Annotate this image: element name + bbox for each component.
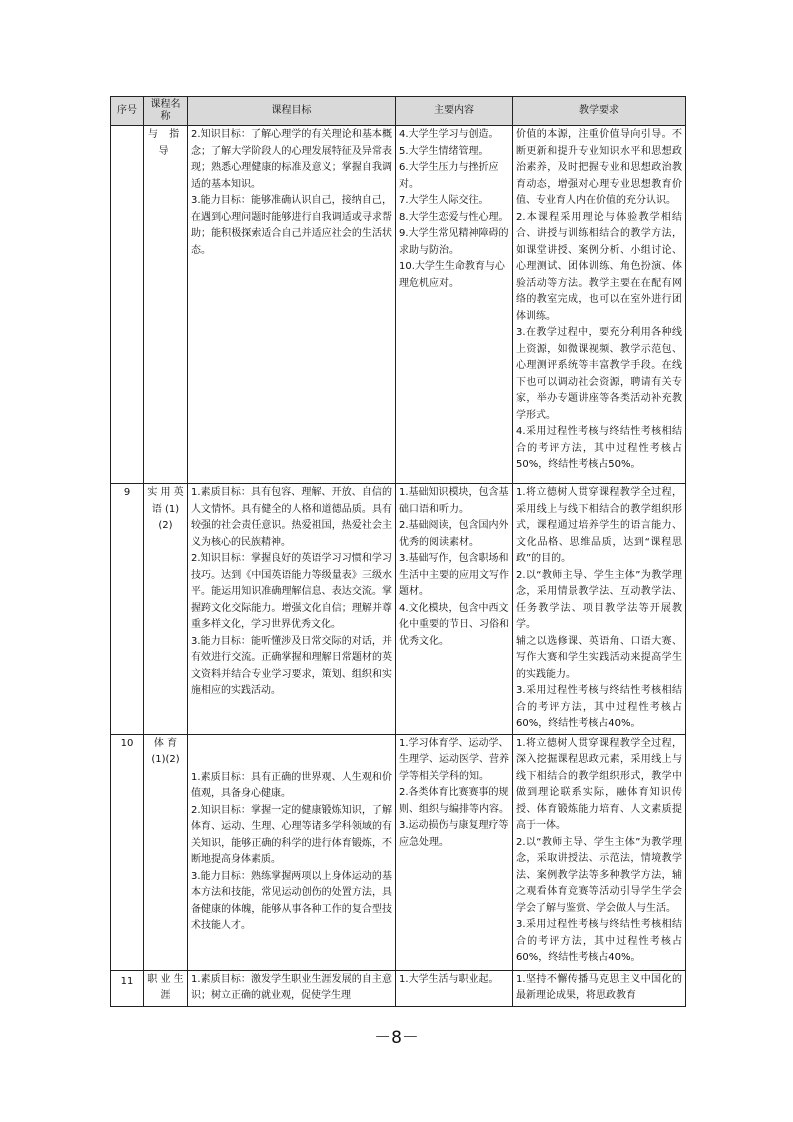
- requirement-item: 1.坚持不懈传播马克思主义中国化的最新理论成果，将思政教育: [516, 973, 682, 1001]
- content-item: 2.各类体育比赛赛事的规则、组织与编排等内容。: [399, 787, 509, 815]
- row-course-name: [144, 126, 188, 484]
- content-item: 8.大学生恋爱与性心理。: [399, 211, 509, 223]
- content-item: 2.基础阅读，包含国内外优秀的阅读素材。: [399, 520, 509, 548]
- requirement-item: 3.采用过程性考核与终结性考核相结合的考评方法，其中过程性考核占60%，终结性考核占40%。: [516, 919, 682, 963]
- content-item: 1.基础知识模块，包含基础口语和听力。: [399, 487, 509, 515]
- row-course-name: [144, 484, 188, 735]
- requirement-item: 辅之以选修课、英语角、口语大赛、写作大赛和学生实践活动来提高学生的实践能力。: [516, 635, 682, 680]
- table-header-row: [111, 97, 686, 126]
- content-item: 9.大学生常见精神障碍的求助与防治。: [399, 228, 509, 256]
- course-name-text: 实 用 英 语 (1)(2): [147, 487, 184, 531]
- table-row: [111, 126, 686, 484]
- goal-item: 2.知识目标：掌握一定的健康锻炼知识，了解体育、运动、生理、心理等诸多学科领域的有关知识，能够正确的科学的进行体育锻炼，不断地提高身体素质。: [191, 804, 392, 865]
- row-requirements: [513, 126, 686, 484]
- content-item: 3.基础写作，包含职场和生活中主要的应用文写作题材。: [399, 553, 509, 597]
- content-item: 7.大学生人际交往。: [399, 195, 489, 206]
- content-item: 4.大学生学习与创造。: [399, 129, 499, 140]
- goal-item: 2.知识目标：掌握良好的英语学习习惯和学习技巧。达到《中国英语能力等级量表》三级水平。能运用知识准确理解信息、表达交流。掌握跨文化交际能力。增强文化自信；理解并尊重多样文化，学习世界优秀文化。: [191, 553, 392, 630]
- row-course-name: [144, 734, 188, 970]
- content-item: 4.文化模块，包含中西文化中重要的节日、习俗和优秀文化。: [399, 602, 509, 647]
- row-requirements: [513, 970, 686, 1006]
- row-contents: [396, 734, 513, 970]
- course-name-text: 职 业 生 涯: [147, 973, 184, 1001]
- content-item: 5.大学生情绪管理。: [399, 145, 489, 157]
- row-contents: [396, 484, 513, 735]
- row-course-name: [144, 970, 188, 1006]
- row-goals: [188, 126, 396, 484]
- course-name-text: 体 育 (1)(2): [151, 737, 180, 765]
- goal-item: 1.素质目标：激发学生职业生涯发展的自主意识；树立正确的就业观，促使学生理: [191, 973, 392, 1001]
- content-item: 1.学习体育学、运动学、生理学、运动医学、营养学等相关学科的知。: [399, 737, 509, 782]
- goal-item: 1.素质目标：具有包容、理解、开放、自信的人文情怀。具有健全的人格和道德品质。具有较强的社会责任意识。热爱祖国，热爱社会主义为核心的民族精神。: [191, 487, 392, 548]
- row-seq: [111, 126, 144, 484]
- content-item: 3.运动损伤与康复理疗等应急处理。: [399, 820, 509, 848]
- requirement-item: 2.本课程采用理论与体验教学相结合、讲授与训练相结合的教学方法，如课堂讲授、案例分析、小组讨论、心理测试、团体训练、角色扮演、体验活动等方法。教学主要在在配有网络的教室完成，也可以在室外进行团体训练。: [516, 211, 682, 322]
- content-item: 1.大学生活与职业起。: [399, 973, 499, 985]
- row-contents: [396, 126, 513, 484]
- goal-item: 3.能力目标：能听懂涉及日常交际的对话，并有效进行交流。正确掌握和理解日常题材的英文资料并结合专业学习要求，策划、组织和实施相应的实践活动。: [191, 635, 392, 696]
- goal-item: 3.能力目标：能够准确认识自己，接纳自己，在遇到心理问题时能够进行自我调适或寻求帮助；能积极探索适合自己并适应社会的生活状态。: [191, 195, 392, 256]
- requirement-item: 2.以“教师主导、学生主体”为教学理念，采取讲授法、示范法，情境教学法、案例教学法等多种教学方法，辅之观看体育竞赛等活动引导学生学会学会了解与鉴赏、学会做人与生活。: [516, 836, 682, 914]
- content-item: 10.大学生生命教育与心理危机应对。: [399, 261, 505, 289]
- row-contents: [396, 970, 513, 1006]
- requirement-item: 3.在教学过程中，要充分利用各种线上资源，如微课视频、教学示范包、心理测评系统等丰富教学手段。在线下也可以调动社会资源，聘请有关专家，举办专题讲座等各类活动补充教学形式。: [516, 327, 682, 421]
- table-row: [111, 970, 686, 1006]
- requirement-item: 1.将立德树人贯穿课程教学全过程，采用线上与线下相结合的教学组织形式，课程通过培养学生的语言能力、文化品格、思维品质，达到“课程思政”的目的。: [516, 487, 682, 564]
- curriculum-table: [110, 96, 686, 1007]
- goal-item: 2.知识目标：了解心理学的有关理论和基本概念；了解大学阶段人的心理发展特征及异常表现；熟悉心理健康的标准及意义；掌握自我调适的基本知识。: [191, 129, 392, 190]
- header-main-content: 主要内容: [396, 97, 513, 126]
- row-goals: [188, 484, 396, 735]
- table-row: [111, 734, 686, 970]
- requirement-item: 1.将立德树人贯穿课程教学全过程，深入挖掘课程思政元素，采用线上与线下相结合的教学组织形式，教学中做到理论联系实际，融体育知识传授、体育锻炼能力培育、人文素质提高于一体。: [516, 737, 682, 831]
- row-requirements: [513, 734, 686, 970]
- row-requirements: [513, 484, 686, 735]
- row-goals: [188, 970, 396, 1006]
- header-course-goals: 课程目标: [188, 97, 396, 126]
- requirement-item: 3.采用过程性考核与终结性考核相结合的考评方法，其中过程性考核占60%，终结性考核占40%。: [516, 685, 682, 729]
- header-seq: 序号: [111, 97, 144, 126]
- course-name-text: 与 指 导: [147, 129, 184, 157]
- requirement-item: 4.采用过程性考核与终结性考核相结合的考评方法，其中过程性考核占50%，终结性考核占50%。: [516, 426, 682, 470]
- row-seq: 9: [111, 484, 144, 735]
- row-goals: [188, 734, 396, 970]
- requirement-item: 价值的本源，注重价值导向引导。不断更新和提升专业知识水平和思想政治素养，及时把握专业和思想政治教育动态，增强对心理专业思想教育价值、专业育人内在价值的充分认识。: [516, 129, 682, 206]
- goal-item: 1.素质目标：具有正确的世界观、人生观和价值观，具备身心健康。: [191, 771, 392, 799]
- header-teaching-requirements: 教学要求: [513, 97, 686, 126]
- row-seq: 10: [111, 734, 144, 970]
- header-course-name: 课程名称: [144, 97, 188, 126]
- content-item: 6.大学生压力与挫折应对。: [399, 162, 499, 190]
- requirement-item: 2.以“教师主导、学生主体”为教学理念，采用情景教学法、互动教学法、任务教学法、项目教学法等开展教学。: [516, 569, 682, 630]
- page-number: －8－: [374, 1028, 419, 1048]
- table-row: [111, 484, 686, 735]
- goal-item: 3.能力目标：熟练掌握两项以上身体运动的基本方法和技能，常见运动创伤的处置方法，具备健康的体魄，能够从事各种工作的复合型技术技能人才。: [191, 870, 392, 931]
- row-seq: 11: [111, 970, 144, 1006]
